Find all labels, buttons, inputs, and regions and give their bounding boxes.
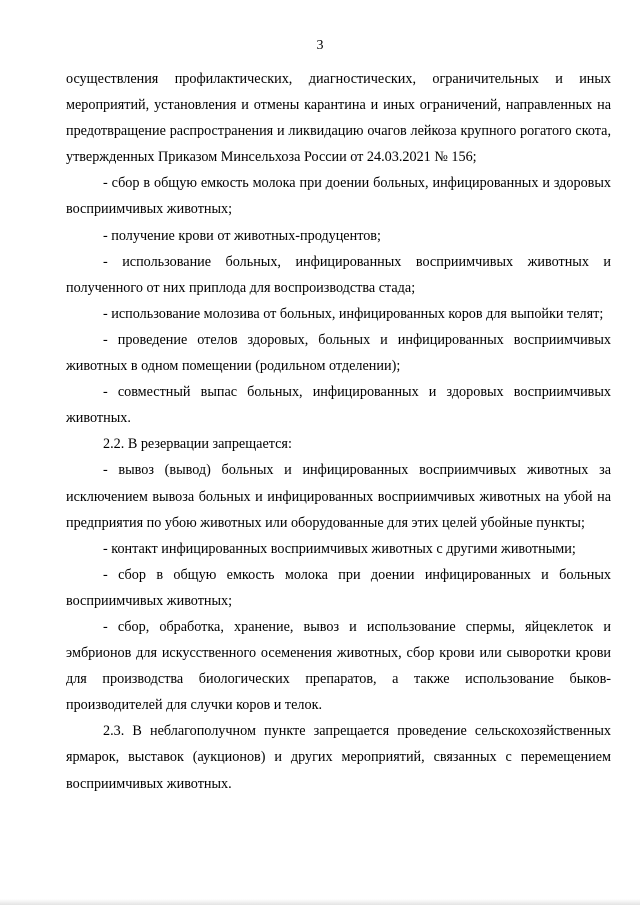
list-item: - контакт инфицированных восприимчивых животных с другими животными; [103, 540, 576, 557]
list-item: - использование больных, инфицированных восприимчивых животных и полученного от них приплода для воспроизводства стада; [66, 253, 611, 296]
section-paragraph-2-3: 2.3. В неблагополучном пункте запрещается проведение сельскохозяйственных ярмарок, выставок (аукционов) и других мероприятий, связанных с перемещением восприимчивых животных. [66, 723, 611, 792]
section-heading-2-2: 2.2. В резервации запрещается: [103, 436, 292, 453]
list-item: - получение крови от животных-продуцентов; [103, 227, 381, 244]
list-item: - вывоз (вывод) больных и инфицированных восприимчивых животных за исключением вывоза больных и инфицированных восприимчивых животных на убой на предприятия по убою животных или оборудованные для этих целей убойные пункты; [66, 462, 611, 531]
list-item: - совместный выпас больных, инфицированных и здоровых восприимчивых животных. [66, 384, 611, 427]
scan-bottom-edge [0, 899, 640, 905]
page-number: 3 [316, 38, 324, 53]
list-item: - использование молозива от больных, инфицированных коров для выпойки телят; [103, 305, 604, 322]
list-item: - сбор, обработка, хранение, вывоз и использование спермы, яйцеклеток и эмбрионов для искусственного осеменения животных, сбор крови или сыворотки крови для производства биологических препаратов, а также использование быков-производителей для случки коров и телок. [66, 618, 611, 714]
list-item: - проведение отелов здоровых, больных и инфицированных восприимчивых животных в одном помещении (родильном отделении); [66, 331, 611, 375]
list-item: - сбор в общую емкость молока при доении больных, инфицированных и здоровых восприимчивых животных; [66, 175, 611, 218]
document-body [66, 66, 611, 797]
list-item: - сбор в общую емкость молока при доении инфицированных и больных восприимчивых животных; [66, 566, 611, 609]
paragraph-continuation: осуществления профилактических, диагностических, ограничительных и иных мероприятий, установления и отмены карантина и иных ограничений, направленных на предотвращение распространения и ликвидацию очагов лейкоза крупного рогатого скота, утвержденных Приказом Минсельхоза России от 24.03.2021 № 156; [66, 71, 611, 166]
